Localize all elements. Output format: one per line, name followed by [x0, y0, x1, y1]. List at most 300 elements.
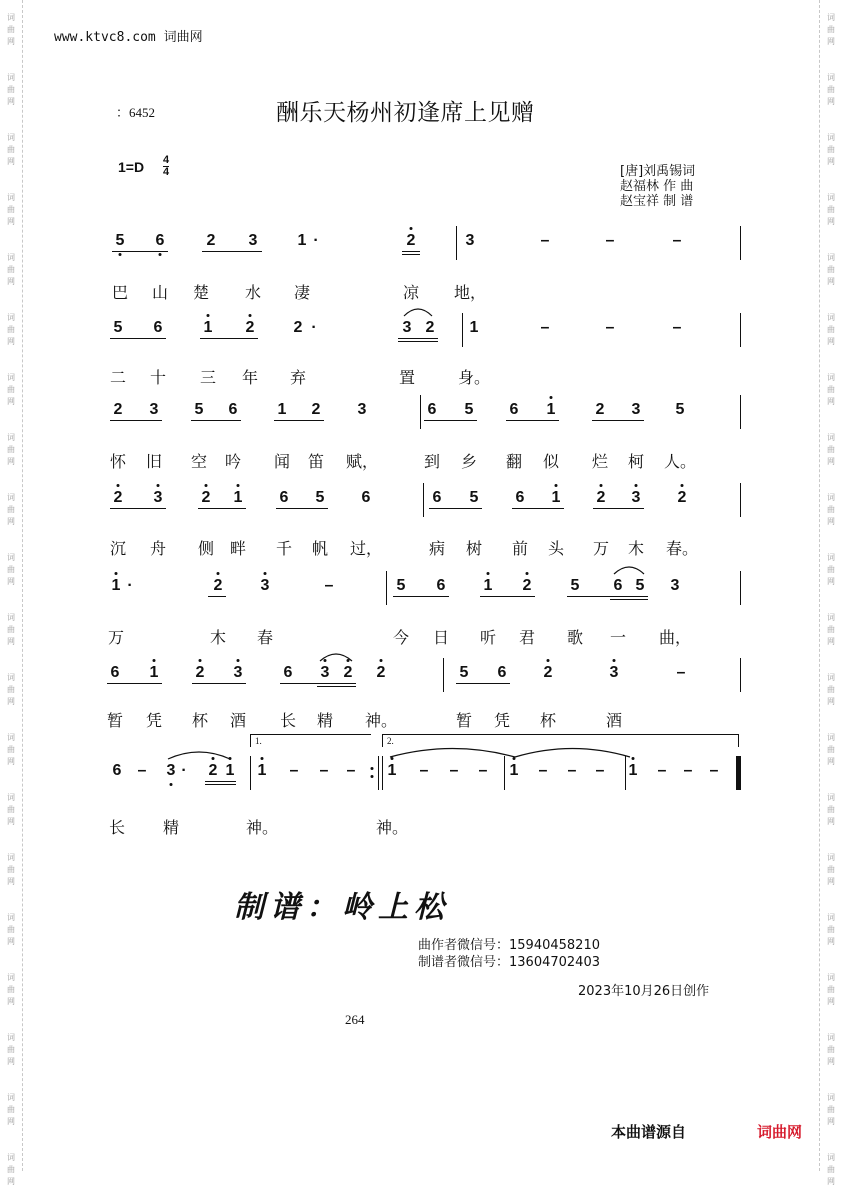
side-watermark-glyph: 网: [7, 457, 15, 466]
lyric-char: 神。: [364, 711, 398, 730]
dash-note: –: [683, 762, 693, 779]
lyric-char: 酒: [229, 711, 247, 730]
lyric-char: 怀: [109, 452, 127, 471]
lyric-char: 置: [398, 368, 416, 387]
bar-line: [382, 756, 383, 790]
note: 1: [149, 664, 159, 681]
side-watermark-glyph: 网: [7, 817, 15, 826]
side-watermark-glyph: 曲: [827, 1165, 835, 1174]
side-watermark-glyph: 曲: [827, 445, 835, 454]
side-watermark-glyph: 网: [827, 997, 835, 1006]
note: 2: [406, 232, 416, 249]
lyric-char: 闻: [273, 452, 291, 471]
site-url[interactable]: www.ktvc8.com: [54, 30, 156, 45]
side-watermark-glyph: 网: [827, 157, 835, 166]
note: 5: [396, 577, 406, 594]
note: 6: [283, 664, 293, 681]
beam-line: [567, 596, 648, 597]
side-watermark-glyph: 曲: [827, 1105, 835, 1114]
low-octave-dot: [119, 253, 122, 256]
note: 5: [115, 232, 125, 249]
side-watermark-glyph: 词: [7, 73, 15, 82]
note: 3: [631, 489, 641, 506]
note: 2: [522, 577, 532, 594]
lyric-char: 精: [162, 818, 180, 837]
arranger-signature: 制谱：岭上松: [234, 890, 450, 925]
repeat-dot: [371, 775, 374, 778]
side-watermark-glyph: 曲: [7, 85, 15, 94]
side-watermark-glyph: 词: [827, 373, 835, 382]
high-octave-dot: [380, 659, 383, 662]
note: 1: [469, 319, 479, 336]
beam-line: [110, 420, 162, 421]
lyric-char: 千: [275, 539, 293, 558]
dash-note: –: [137, 762, 147, 779]
lyric-char: 前: [511, 539, 529, 558]
side-watermark-glyph: 曲: [7, 505, 15, 514]
slur: [404, 305, 432, 317]
bar-line: [740, 226, 741, 260]
double-beam-line: [402, 254, 420, 255]
side-watermark-glyph: 词: [827, 13, 835, 22]
beam-line: [512, 508, 564, 509]
lyric-char: 二: [109, 368, 127, 387]
beam-line: [280, 683, 356, 684]
side-watermark-glyph: 词: [7, 913, 15, 922]
augmentation-dot: ·: [311, 319, 317, 336]
side-watermark-glyph: 网: [7, 37, 15, 46]
dash-note: –: [672, 232, 682, 249]
side-watermark-glyph: 词: [827, 73, 835, 82]
side-watermark-glyph: 词: [7, 13, 15, 22]
side-watermark-glyph: 网: [827, 277, 835, 286]
lyric-char: 君: [518, 628, 536, 647]
side-watermark-glyph: 曲: [827, 685, 835, 694]
side-watermark-glyph: 曲: [7, 985, 15, 994]
high-octave-dot: [261, 757, 264, 760]
side-watermark-glyph: 词: [7, 493, 15, 502]
double-beam-line: [610, 599, 648, 600]
note: 2: [208, 762, 218, 779]
side-watermark-glyph: 词: [827, 133, 835, 142]
side-watermark-glyph: 曲: [827, 1045, 835, 1054]
lyric-char: 精: [316, 711, 334, 730]
lyric-char: 木: [209, 628, 227, 647]
beam-line: [110, 508, 166, 509]
bar-line: [740, 313, 741, 347]
lyric-char: 春: [256, 628, 274, 647]
note: 2: [113, 489, 123, 506]
side-watermark-glyph: 网: [827, 877, 835, 886]
bar-line: [386, 571, 387, 605]
bar-line: [456, 226, 457, 260]
dash-note: –: [346, 762, 356, 779]
note: 5: [194, 401, 204, 418]
high-octave-dot: [526, 572, 529, 575]
note: 2: [596, 489, 606, 506]
lyric-char: 病: [428, 539, 446, 558]
side-watermark-glyph: 曲: [7, 325, 15, 334]
side-watermark-glyph: 网: [827, 1177, 835, 1186]
high-octave-dot: [199, 659, 202, 662]
side-watermark-glyph: 曲: [7, 1105, 15, 1114]
dash-note: –: [538, 762, 548, 779]
beam-line: [110, 338, 166, 339]
lyric-char: 头: [547, 539, 565, 558]
note: 2: [245, 319, 255, 336]
side-watermark-glyph: 曲: [827, 505, 835, 514]
lyric-char: 暂: [455, 711, 473, 730]
lyric-char: 笛: [307, 452, 325, 471]
note: 2: [113, 401, 123, 418]
side-watermark-glyph: 曲: [827, 25, 835, 34]
side-watermark-glyph: 网: [827, 757, 835, 766]
side-watermark-glyph: 曲: [7, 265, 15, 274]
note: 5: [113, 319, 123, 336]
side-watermark-glyph: 词: [7, 973, 15, 982]
lyric-char: 暂: [106, 711, 124, 730]
double-beam-line: [317, 686, 356, 687]
footer-brand-link[interactable]: 词曲网: [757, 1123, 803, 1141]
side-watermark-glyph: 曲: [827, 385, 835, 394]
lyric-char: 弃: [289, 368, 307, 387]
side-watermark-glyph: 曲: [7, 865, 15, 874]
beam-line: [112, 251, 168, 252]
composer-wechat: 曲作者微信号：15940458210: [418, 938, 600, 953]
note: 6: [515, 489, 525, 506]
beam-line: [276, 508, 328, 509]
side-watermark-glyph: 网: [7, 1117, 15, 1126]
tie: [515, 744, 630, 758]
side-watermark-glyph: 词: [827, 493, 835, 502]
note: 5: [315, 489, 325, 506]
note: 6: [112, 762, 122, 779]
lyric-char: 旧: [145, 452, 163, 471]
side-watermark-glyph: 网: [827, 457, 835, 466]
side-watermark-glyph: 曲: [827, 925, 835, 934]
beam-line: [593, 508, 644, 509]
beam-line: [107, 683, 162, 684]
side-watermark-glyph: 网: [827, 577, 835, 586]
lyric-char: 身。: [457, 368, 491, 387]
beam-line: [198, 508, 246, 509]
slur: [614, 563, 644, 575]
lyric-char: 到: [423, 452, 441, 471]
time-sig-top: 4: [163, 154, 170, 166]
bar-line: [443, 658, 444, 692]
credit-composer: 赵福林 作 曲: [620, 179, 694, 194]
creation-date: 2023年10月26日创作: [578, 984, 710, 999]
low-octave-dot: [170, 783, 173, 786]
side-watermark-glyph: 网: [7, 97, 15, 106]
site-header[interactable]: [54, 26, 203, 45]
side-watermark-glyph: 网: [827, 37, 835, 46]
note: 1: [297, 232, 307, 249]
bar-line: [504, 756, 505, 790]
side-watermark-glyph: 曲: [7, 385, 15, 394]
note: 2: [195, 664, 205, 681]
augmentation-dot: ·: [127, 577, 133, 594]
dash-note: –: [324, 577, 334, 594]
volta-label: 2.: [387, 736, 394, 746]
side-watermark-glyph: 网: [7, 277, 15, 286]
lyric-char: 侧: [197, 539, 215, 558]
side-watermark-glyph: 词: [7, 1093, 15, 1102]
side-watermark-glyph: 曲: [827, 205, 835, 214]
side-watermark-glyph: 曲: [7, 25, 15, 34]
side-watermark-glyph: 网: [7, 877, 15, 886]
lyric-char: 帆: [311, 539, 329, 558]
note: 1: [203, 319, 213, 336]
side-watermark-glyph: 网: [827, 697, 835, 706]
lyric-char: 三: [199, 368, 217, 387]
note: 5: [459, 664, 469, 681]
side-watermark-glyph: 词: [7, 853, 15, 862]
beam-line: [402, 251, 420, 252]
note: 2: [201, 489, 211, 506]
side-watermark-glyph: 网: [7, 517, 15, 526]
beam-line: [456, 683, 510, 684]
lyric-char: 长: [108, 818, 126, 837]
bar-line: [423, 483, 424, 517]
lyric-char: 杯: [191, 711, 209, 730]
side-watermark-glyph: 网: [7, 217, 15, 226]
arranger-wechat: 制谱者微信号：13604702403: [418, 955, 600, 970]
high-octave-dot: [117, 484, 120, 487]
side-watermark-glyph: 词: [7, 673, 15, 682]
high-octave-dot: [547, 659, 550, 662]
side-watermark-glyph: 词: [7, 193, 15, 202]
note: 2: [677, 489, 687, 506]
side-watermark-glyph: 曲: [7, 745, 15, 754]
side-watermark-glyph: 词: [827, 1093, 835, 1102]
dash-note: –: [478, 762, 488, 779]
side-watermark-glyph: 词: [827, 193, 835, 202]
side-watermark-glyph: 网: [827, 937, 835, 946]
lyric-char: 曲，: [658, 628, 692, 647]
bar-line: [740, 658, 741, 692]
beam-line: [191, 420, 241, 421]
side-watermark-glyph: 词: [827, 793, 835, 802]
lyric-char: 似: [542, 452, 560, 471]
credit-arranger: 赵宝祥 制 谱: [620, 194, 694, 209]
bar-line: [420, 395, 421, 429]
side-watermark-glyph: 词: [827, 1153, 835, 1162]
lyric-char: 乡: [460, 452, 478, 471]
time-sig-bottom: 4: [163, 166, 170, 178]
side-watermark-glyph: 曲: [827, 805, 835, 814]
side-watermark-glyph: 词: [827, 1033, 835, 1042]
note: 5: [675, 401, 685, 418]
side-watermark-glyph: 词: [7, 553, 15, 562]
lyric-char: 长: [279, 711, 297, 730]
side-watermark-glyph: 词: [827, 433, 835, 442]
note: 1: [233, 489, 243, 506]
side-watermark-glyph: 曲: [827, 145, 835, 154]
note: 1: [509, 762, 519, 779]
lyric-char: 凄: [293, 283, 311, 302]
side-watermark-glyph: 曲: [7, 1165, 15, 1174]
side-watermark-glyph: 曲: [827, 865, 835, 874]
high-octave-dot: [555, 484, 558, 487]
lyric-char: 春。: [665, 539, 699, 558]
side-watermark-glyph: 词: [7, 373, 15, 382]
side-watermark-glyph: 词: [827, 553, 835, 562]
side-watermark-glyph: 词: [827, 913, 835, 922]
side-watermark-glyph: 网: [7, 757, 15, 766]
lyric-char: 凉: [402, 283, 420, 302]
lyric-char: 万: [107, 628, 125, 647]
final-bar-line: [737, 756, 740, 790]
beam-line: [208, 596, 226, 597]
note: 3: [260, 577, 270, 594]
lyric-char: 沉: [109, 539, 127, 558]
note: 6: [110, 664, 120, 681]
double-beam-line: [398, 341, 438, 342]
lyric-char: 酒: [605, 711, 623, 730]
side-watermark-glyph: 网: [827, 517, 835, 526]
lyric-char: 歌: [566, 628, 584, 647]
note: 3: [357, 401, 367, 418]
note: 5: [464, 401, 474, 418]
note: 6: [361, 489, 371, 506]
wechat-info: [418, 937, 600, 971]
side-watermark-glyph: 网: [7, 937, 15, 946]
note: 3: [670, 577, 680, 594]
double-beam-line: [205, 784, 236, 785]
note: 1: [483, 577, 493, 594]
side-watermark-glyph: 网: [7, 337, 15, 346]
lyric-char: 巴: [111, 283, 129, 302]
dash-note: –: [419, 762, 429, 779]
side-watermark-glyph: 曲: [827, 985, 835, 994]
side-watermark-glyph: 词: [827, 853, 835, 862]
lyric-char: 舟: [149, 539, 167, 558]
lyric-char: 过，: [349, 539, 383, 558]
side-watermark-glyph: 曲: [7, 205, 15, 214]
beam-line: [393, 596, 449, 597]
note: 6: [509, 401, 519, 418]
side-watermark-glyph: 网: [827, 97, 835, 106]
note: 1: [111, 577, 121, 594]
time-signature: [163, 155, 169, 178]
note: 3: [149, 401, 159, 418]
side-watermark-glyph: 网: [7, 1057, 15, 1066]
augmentation-dot: ·: [181, 762, 187, 779]
lyric-char: 杯: [539, 711, 557, 730]
note: 3: [166, 762, 176, 779]
high-octave-dot: [157, 484, 160, 487]
side-watermark-glyph: 词: [7, 433, 15, 442]
beam-line: [205, 781, 236, 782]
side-watermark-glyph: 网: [7, 697, 15, 706]
side-watermark-glyph: 曲: [7, 145, 15, 154]
side-watermark-glyph: 曲: [827, 85, 835, 94]
side-watermark-glyph: 词: [7, 733, 15, 742]
note: 3: [233, 664, 243, 681]
side-watermark-glyph: 网: [7, 637, 15, 646]
lyric-char: 地，: [453, 283, 487, 302]
side-watermark-glyph: 曲: [7, 625, 15, 634]
site-name: 词曲网: [163, 30, 203, 45]
note: 1: [277, 401, 287, 418]
lyric-char: 凭: [145, 711, 163, 730]
side-watermark-glyph: 词: [7, 133, 15, 142]
high-octave-dot: [205, 484, 208, 487]
dash-note: –: [672, 319, 682, 336]
credits: [620, 164, 695, 209]
beam-line: [429, 508, 482, 509]
beam-line: [506, 420, 559, 421]
bar-line: [625, 756, 626, 790]
note: 1: [551, 489, 561, 506]
side-watermark-glyph: 曲: [7, 925, 15, 934]
side-watermark-glyph: 曲: [7, 805, 15, 814]
credit-lyricist: [唐]刘禹锡词: [620, 164, 696, 179]
note: 1: [225, 762, 235, 779]
augmentation-dot: ·: [313, 232, 319, 249]
note: 1: [546, 401, 556, 418]
high-octave-dot: [153, 659, 156, 662]
note: 6: [436, 577, 446, 594]
bar-line: [740, 756, 741, 790]
beam-line: [192, 683, 246, 684]
beam-line: [398, 338, 438, 339]
side-watermark-glyph: 词: [827, 733, 835, 742]
high-octave-dot: [249, 314, 252, 317]
side-watermark-glyph: 网: [827, 1117, 835, 1126]
side-watermark-glyph: 网: [7, 577, 15, 586]
note: 3: [402, 319, 412, 336]
side-watermark-glyph: 曲: [7, 685, 15, 694]
dash-note: –: [540, 232, 550, 249]
side-watermark-glyph: 词: [7, 313, 15, 322]
left-watermark-strip: [0, 0, 23, 1186]
side-watermark-glyph: 网: [7, 157, 15, 166]
side-watermark-glyph: 网: [7, 397, 15, 406]
note: 1: [387, 762, 397, 779]
beam-line: [592, 420, 644, 421]
side-watermark-glyph: 词: [827, 673, 835, 682]
side-watermark-glyph: 网: [827, 817, 835, 826]
slur: [168, 748, 230, 760]
dash-note: –: [449, 762, 459, 779]
dash-note: –: [605, 319, 615, 336]
note: 6: [497, 664, 507, 681]
dash-note: –: [709, 762, 719, 779]
dash-note: –: [676, 664, 686, 681]
beam-line: [424, 420, 477, 421]
dash-note: –: [289, 762, 299, 779]
side-watermark-glyph: 曲: [827, 565, 835, 574]
side-watermark-glyph: 曲: [827, 625, 835, 634]
high-octave-dot: [632, 757, 635, 760]
side-watermark-glyph: 曲: [827, 265, 835, 274]
side-watermark-glyph: 曲: [7, 1045, 15, 1054]
side-watermark-glyph: 曲: [7, 445, 15, 454]
side-watermark-glyph: 网: [7, 1177, 15, 1186]
high-octave-dot: [550, 396, 553, 399]
high-octave-dot: [207, 314, 210, 317]
side-watermark-glyph: 词: [827, 313, 835, 322]
dash-note: –: [540, 319, 550, 336]
high-octave-dot: [217, 572, 220, 575]
note: 3: [631, 401, 641, 418]
side-watermark-glyph: 词: [827, 613, 835, 622]
note: 6: [432, 489, 442, 506]
note: 6: [427, 401, 437, 418]
lyric-char: 神。: [375, 818, 409, 837]
